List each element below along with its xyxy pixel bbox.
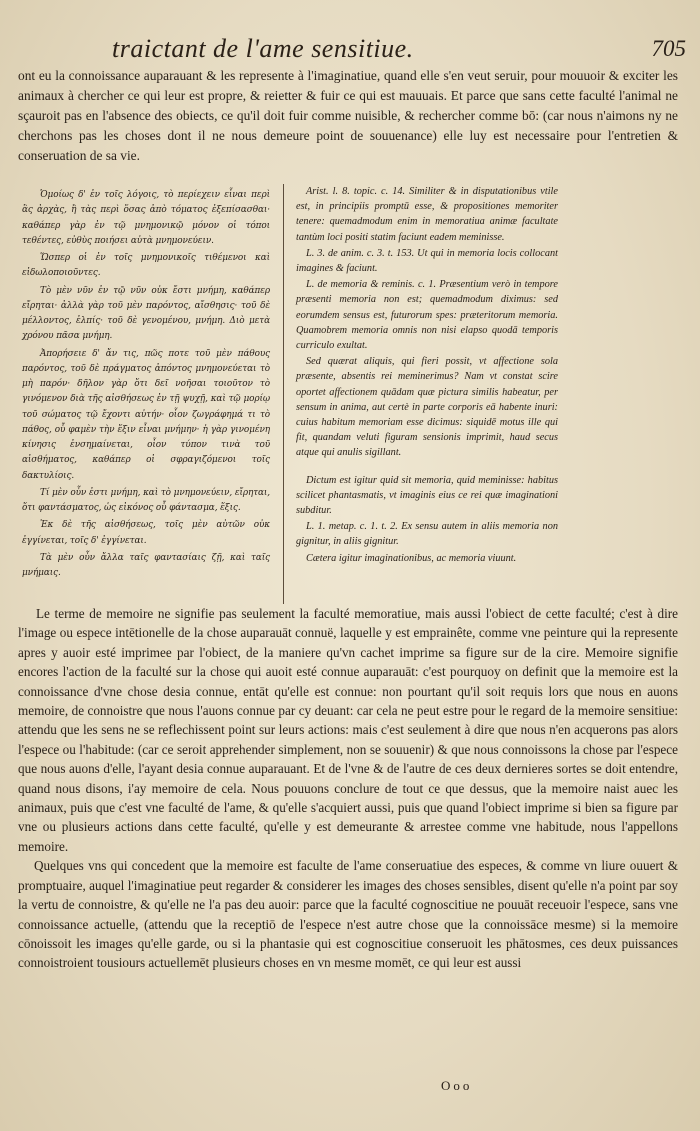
latin-note: Arist. l. 8. topic. c. 14. Similiter & in disputationibus vtile est, in principiis promptū esse, & propositiones memoriter tenere: quemadmodum enim in memoratiua animæ facultate tantùm loci positi statim faciunt eadem meminisse.	[296, 186, 558, 243]
page-number: 705	[651, 36, 686, 61]
greek-quote: Τὸ μὲν νῦν ἐν τῷ νῦν οὐκ ἔστι μνήμη, καθάπερ εἴρηται· ἀλλὰ γὰρ τοῦ μὲν παρόντος, αἴσθησις· τοῦ δὲ μέλλοντος, ἐλπίς· τοῦ δὲ γενομένου, μνήμη. Διὸ μετὰ χρόνου πᾶσα μνήμη.	[22, 285, 270, 342]
column-divider	[283, 184, 284, 604]
latin-note: Dictum est igitur quid sit memoria, quid meminisse: habitus scilicet phantasmatis, vt imaginis eius ce rei quæ imaginationi subditur.	[296, 474, 558, 517]
latin-note: L. 1. metap. c. 1. t. 2. Ex sensu autem in aliis memoria non gignitur, in aliis gignitur.	[296, 521, 558, 548]
greek-quote: Τί μὲν οὖν ἐστι μνήμη, καὶ τὸ μνημονεύειν, εἴρηται, ὅτι φαντάσματος, ὡς εἰκόνος οὗ φάντασμα, ἕξις.	[22, 487, 270, 513]
latin-note: Sed quærat aliquis, qui fieri possit, vt affectione sola præsente, absentis rei meminerimus? Nam vt constat scire oportet affectionem quādam quæ pictura similis habeatur, per sensum in anima, aut certè in parte corporis eā habente inuri: cuius habitum memoriam esse dicimus: siquidē motus ille qui fit, quandam veluti figuram sensionis imprimit, haud secus atque qui anulis sigillant.	[296, 356, 558, 459]
greek-quote: Ἀπορήσειε δ' ἄν τις, πῶς ποτε τοῦ μὲν πάθους παρόντος, τοῦ δὲ πράγματος ἀπόντος μνημονεύεται τὸ μὴ παρόν· δῆλον γὰρ ὅτι δεῖ νοῆσαι τοιοῦτον τὸ γινόμενον διὰ τῆς αἰσθήσεως ἐν τῇ ψυχῇ, καὶ τῷ μορίῳ τοῦ σώματος τῷ ἔχοντι αὐτήν· οἷον ζωγράφημά τι τὸ πάθος, οὗ φαμὲν τὴν ἕξιν εἶναι μνήμην· ἡ γὰρ γινομένη κίνησις ἐνσημαίνεται, οἷον τύπον τινὰ τοῦ αἰσθήματος, καθάπερ οἱ σφραγιζόμενοι τοῖς δακτυλίοις.	[22, 348, 270, 481]
greek-quote: Ὁμοίως δ' ἐν τοῖς λόγοις, τὸ περίεχειν εἶναι περὶ ἃς ἀρχὰς, ἢ τὰς περὶ ὅσας ἀπὸ τόματος ἐξεπίσασθαι· καθάπερ γὰρ ἐν τῷ μνημονικῷ μόνον οἱ τόποι τεθέντες, εὐθὺς ποιήσει αὐτὰ μνημονεύειν.	[22, 190, 270, 246]
page-header	[0, 34, 700, 68]
greek-quotations-column	[22, 188, 270, 583]
main-paragraph: Le terme de memoire ne signifie pas seulement la faculté memoratiue, mais aussi l'obiect de cette faculté; c'est à dire l'image ou espece intētionelle de la chose auparauāt connuë, laquelle y est emprainête, comme vne peinture qui la represente apres y auoir esté imprimee par l'obiect, de la maniere qu'vn cachet imprime sa figure sur de la cire. Memoire signifie encores l'action de la faculté sur la chose qui auoit esté connue auparauāt: c'est pourquoy on definit que la memoire est la connoissance d'vne chose desia connue, entāt qu'elle est connue: non pourtant qu'il soit requis lors que nous en auons memoire, de connoistre que nous l'auons connue par cy deuant: car cela ne peut estre pour le regard de la memoire sensitiue: attendu que les sens ne se reflechissent point sur leurs actions: mais c'est seulement à dire que nous n'en acquerons pas alors l'espece ou l'habitude: (car ce seroit apprehender simplement, non se souuenir) & que nous connoissons la chose par l'espece que nous auons d'elle, l'ayant desia connue auparauant. Et de l'vne & de l'autre de ces deux dernieres sortes se doit entendre, quand nous disons, i'ay memoire de cela. Nous pouuons conclure de tout ce que dessus, que la memoire naist auec les animaux, puis que c'est vne faculté de l'ame, & qu'elle s'acquiert aussi, puis que quand l'obiect imprime si bien sa figure par vne ou plusieurs actions dans cette faculté, qu'elle y est demeurante & arrestee comme vne habitude, nous l'appellons memoire.	[18, 606, 678, 854]
signature-mark: Ooo	[441, 1078, 473, 1093]
greek-quote: Ἐκ δὲ τῆς αἰσθήσεως, τοῖς μὲν αὐτῶν οὐκ ἐγγίνεται, τοῖς δ' ἐγγίνεται.	[22, 520, 270, 546]
greek-quote: Ὥσπερ οἱ ἐν τοῖς μνημονικοῖς τιθέμενοι καὶ εἰδωλοποιοῦντες.	[22, 253, 270, 279]
latin-note: Cætera igitur imaginationibus, ac memoria viuunt.	[306, 552, 517, 564]
main-paragraph: Quelques vns qui concedent que la memoire est faculte de l'ame conseruatiue des especes, & comme vn liure ouuert & promptuaire, auquel l'imaginatiue peut regarder & considerer les images des choses sensibles, disent qu'elle n'a point par soy la vertu de connoistre, & qu'elle ne l'a pas deu auoir: parce que la faculté cognoscitiue ne pouuāt receuoir l'espece, sans vne connoissance actuelle, (attendu que la receptiō de l'espece n'est autre chose que la connoissāce mesme) si la memoire cōnoissoit les images qu'elle garde, ou si la phantasie qui est cognoscitiue conseruoit les phātosmes, ces deux puissances connoistroient tousiours actuellemēt plusieurs choses en vn mesme momēt, ce qui leur est aussi	[18, 858, 678, 971]
latin-note: L. 3. de anim. c. 3. t. 153. Ut qui in memoria locis collocant imagines & faciunt.	[296, 247, 558, 275]
latin-notes-column	[296, 184, 558, 567]
running-head: traictant de l'ame sensitiue.	[112, 34, 414, 63]
greek-quote: Τὰ μὲν οὖν ἄλλα ταῖς φαντασίαις ζῇ, καὶ ταῖς μνήμαις.	[22, 552, 270, 578]
main-text	[18, 604, 678, 973]
latin-note: L. de memoria & reminis. c. 1. Præsentium verò in tempore præsenti memoria non est; quemadmodum diximus: sed eorumdem sensus est, futurorum spes: præteritorum memoria. Quamobrem memoria omnis non nisi elapso quodā temporis curriculo exultat.	[296, 279, 558, 352]
opening-paragraph: ont eu la connoissance auparauant & les represente à l'imaginatiue, quand elle s'en veut seruir, pour mouuoir & exciter les animaux à chercher ce qui leur est propre, & reietter & fuir ce qui est mauuais. Et parce que sans cette faculté l'animal ne sçauroit pas en l'absence des obiects, ce qu'il doit fuir comme nuisible, & rechercher comme bō: (car nous n'aimons ny ne cherchons pas les choses dont il ne nous demeure point de souuenance) elle luy est necessaire pour l'entretien & conseruation de sa vie.	[18, 68, 678, 163]
